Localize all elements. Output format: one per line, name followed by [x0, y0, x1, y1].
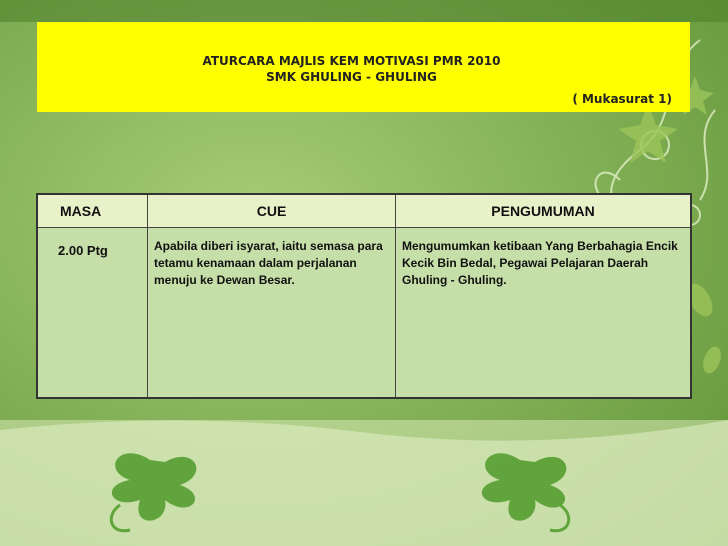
table-header-row	[37, 194, 691, 228]
title-box	[37, 22, 690, 112]
column-header-cue: CUE	[148, 194, 396, 228]
cell-masa: 2.00 Ptg	[37, 228, 148, 399]
cell-pengumuman: Mengumumkan ketibaan Yang Berbahagia Encik Kecik Bin Bedal, Pegawai Pelajaran Daerah Ghuling - Ghuling.	[396, 228, 692, 399]
bottom-wave	[0, 420, 728, 546]
column-header-pengumuman: PENGUMUMAN	[396, 194, 692, 228]
table-row	[37, 228, 691, 399]
page-reference: ( Mukasurat 1)	[572, 92, 672, 106]
column-header-masa: MASA	[37, 194, 148, 228]
top-band	[0, 0, 728, 22]
schedule-table	[36, 193, 692, 399]
title-line-2: SMK GHULING - GHULING	[266, 70, 437, 84]
cell-cue: Apabila diberi isyarat, iaitu semasa para tetamu kenamaan dalam perjalanan menuju ke Dewan Besar.	[148, 228, 396, 399]
title-line-1: ATURCARA MAJLIS KEM MOTIVASI PMR 2010	[202, 54, 501, 68]
